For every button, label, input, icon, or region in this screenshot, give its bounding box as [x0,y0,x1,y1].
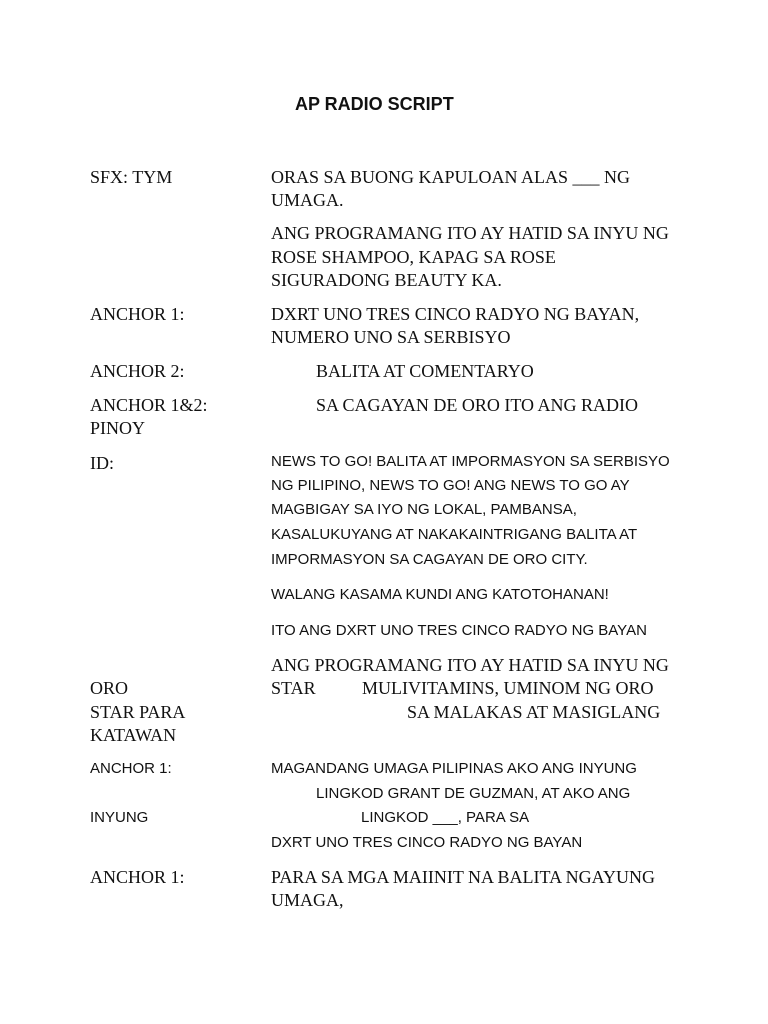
script-line: LINGKOD GRANT DE GUZMAN, AT AKO ANG [316,785,631,802]
script-line: NEWS TO GO! BALITA AT IMPORMASYON SA SERBISYO [271,453,670,470]
script-line: UMAGA. [271,190,344,210]
script-line: STAR [271,678,316,698]
script-line: ITO ANG DXRT UNO TRES CINCO RADYO NG BAYAN [271,622,647,639]
speaker-star-para: STAR PARA [90,702,186,722]
script-line: SIGURADONG BEAUTY KA. [271,270,502,290]
speaker-anchor-1: ANCHOR 1: [90,304,185,324]
script-line: KASALUKUYANG AT NAKAKAINTRIGANG BALITA AT [271,526,638,543]
speaker-sfx: SFX: TYM [90,167,173,187]
speaker-anchor-2: ANCHOR 2: [90,361,185,381]
speaker-anchor-1-2: ANCHOR 1&2: [90,395,208,415]
script-line: BALITA AT COMENTARYO [316,361,534,381]
script-line: MAGBIGAY SA IYO NG LOKAL, PAMBANSA, [271,501,577,518]
document-title: AP RADIO SCRIPT [295,94,454,114]
script-line: ORAS SA BUONG KAPULOAN ALAS ___ NG [271,167,631,187]
script-line: NUMERO UNO SA SERBISYO [271,327,511,347]
script-line: IMPORMASYON SA CAGAYAN DE ORO CITY. [271,551,588,568]
script-line: MAGANDANG UMAGA PILIPINAS AKO ANG INYUNG [271,760,637,777]
script-line: ROSE SHAMPOO, KAPAG SA ROSE [271,247,556,267]
script-line: DXRT UNO TRES CINCO RADYO NG BAYAN [271,834,583,851]
speaker-anchor-1: ANCHOR 1: [90,867,185,887]
speaker-anchor-1-2-cont: PINOY [90,418,146,438]
script-line: LINGKOD ___, PARA SA [361,809,530,826]
script-line: DXRT UNO TRES CINCO RADYO NG BAYAN, [271,304,640,324]
speaker-oro: ORO [90,678,129,698]
speaker-anchor-1: ANCHOR 1: [90,760,172,777]
script-line: WALANG KASAMA KUNDI ANG KATOTOHANAN! [271,586,609,603]
script-line: ANG PROGRAMANG ITO AY HATID SA INYU NG [271,223,669,243]
script-line: SA CAGAYAN DE ORO ITO ANG RADIO [316,395,639,415]
speaker-inyung: INYUNG [90,809,149,826]
script-line: UMAGA, [271,890,344,910]
script-line: SA MALAKAS AT MASIGLANG [407,702,661,722]
speaker-katawan: KATAWAN [90,725,177,745]
speaker-id: ID: [90,453,114,473]
script-line: NG PILIPINO, NEWS TO GO! ANG NEWS TO GO AY [271,477,630,494]
script-line: PARA SA MGA MAIINIT NA BALITA NGAYUNG [271,867,655,887]
script-line: ANG PROGRAMANG ITO AY HATID SA INYU NG [271,655,669,675]
script-line: MULIVITAMINS, UMINOM NG ORO [362,678,654,698]
